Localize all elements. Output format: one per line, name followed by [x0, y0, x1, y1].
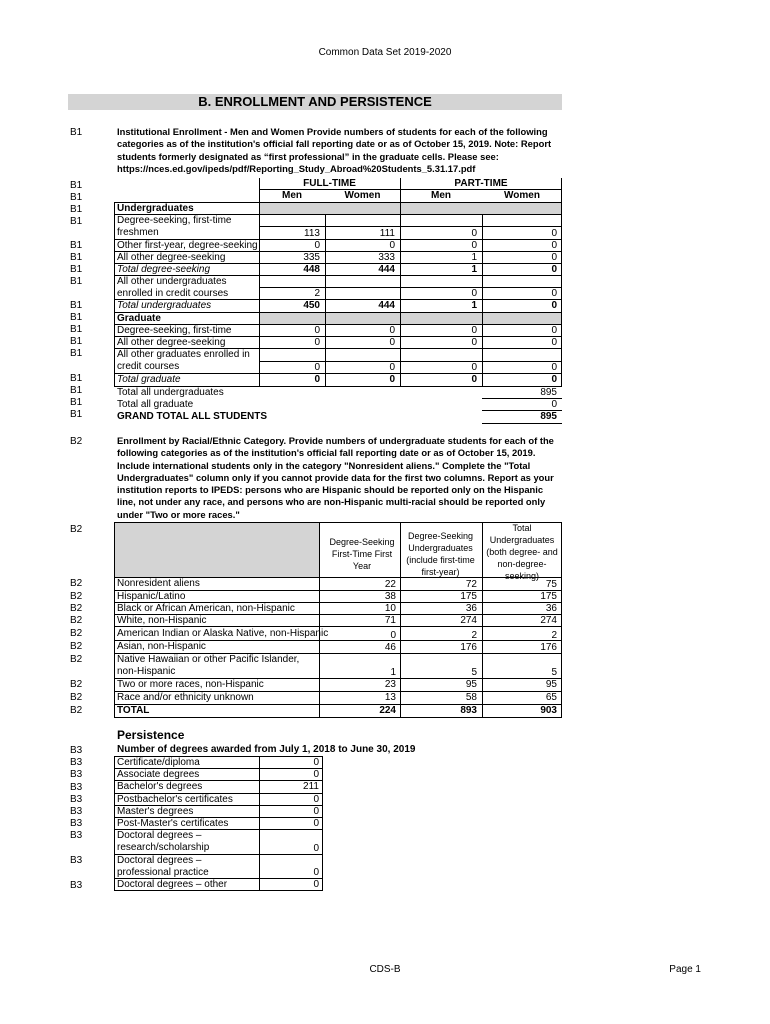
- row-label: Degree-seeking, first-time: [117, 325, 232, 336]
- cell: 111: [379, 228, 395, 239]
- cell: 175: [540, 591, 557, 602]
- row-code: B3: [70, 757, 83, 768]
- row-code: B2: [70, 628, 83, 639]
- col-header-men-ft: Men: [282, 190, 302, 201]
- b2-header-blank: [115, 523, 319, 577]
- col-header-men-pt: Men: [431, 190, 451, 201]
- cell: 0: [551, 300, 557, 311]
- degree-value: 0: [313, 818, 319, 829]
- degree-value: 211: [303, 781, 319, 792]
- footer-page: Page 1: [669, 964, 701, 975]
- cell: 0: [471, 288, 477, 299]
- cell: 0: [471, 374, 477, 385]
- row-code: B2: [70, 679, 83, 690]
- cell: 113: [304, 228, 320, 239]
- cell: 0: [389, 362, 395, 373]
- cell: 0: [551, 325, 557, 336]
- cell: 72: [465, 579, 477, 590]
- row-label: All other graduates enrolled in credit courses: [117, 349, 250, 372]
- row-label: All other degree-seeking: [117, 337, 226, 348]
- row-code: B3: [70, 855, 83, 866]
- cell: 176: [460, 642, 477, 653]
- row-code: B3: [70, 880, 83, 891]
- row-code: B2: [70, 591, 83, 602]
- cell: 0: [389, 337, 395, 348]
- row-label: TOTAL: [117, 705, 150, 716]
- degree-label: Master's degrees: [117, 806, 194, 817]
- degree-value: 0: [313, 769, 319, 780]
- cell: 95: [545, 679, 557, 690]
- cell: 0: [389, 325, 395, 336]
- cell: 0: [471, 325, 477, 336]
- cell: 0: [314, 337, 320, 348]
- row-label: Other first-year, degree-seeking: [117, 240, 258, 251]
- row-label: Hispanic/Latino: [117, 591, 186, 602]
- cell: 5: [471, 667, 477, 678]
- degree-value: 0: [313, 757, 319, 768]
- col-header: Degree-Seeking First-Time First Year: [329, 537, 395, 571]
- row-code: B2: [70, 692, 83, 703]
- row-label: Two or more races, non-Hispanic: [117, 679, 264, 690]
- row-code: B1: [70, 216, 83, 227]
- row-code: B3: [70, 769, 83, 780]
- total-label: Total all graduate: [117, 399, 194, 410]
- cell: 38: [384, 591, 396, 602]
- part-time-header: PART-TIME: [454, 178, 508, 189]
- cell: 444: [378, 264, 395, 275]
- footer-center: CDS-B: [369, 964, 401, 975]
- row-code: B3: [70, 830, 83, 841]
- cell: 448: [303, 264, 320, 275]
- row-code: B1: [70, 348, 83, 359]
- cell: 274: [540, 615, 557, 626]
- row-code: B2: [70, 654, 83, 665]
- row-label: American Indian or Alaska Native, non-Hispanic: [117, 628, 329, 639]
- row-label: Black or African American, non-Hispanic: [117, 603, 295, 614]
- cell: 893: [460, 705, 477, 716]
- row-code: B1: [70, 240, 83, 251]
- cell: 13: [384, 692, 396, 703]
- total-label: GRAND TOTAL ALL STUDENTS: [117, 411, 267, 422]
- cell: 0: [551, 288, 557, 299]
- cell: 36: [545, 603, 557, 614]
- row-code: B1: [70, 324, 83, 335]
- cell: 0: [551, 240, 557, 251]
- row-label: All other undergraduates enrolled in credit courses: [117, 276, 229, 299]
- row-code: B2: [70, 615, 83, 626]
- degree-label: Post-Master's certificates: [117, 818, 229, 829]
- b2-code: B2: [70, 436, 83, 447]
- degree-value: 0: [313, 843, 319, 854]
- row-code: B2: [70, 641, 83, 652]
- total-label: Total all undergraduates: [117, 387, 224, 398]
- cell: 0: [471, 337, 477, 348]
- cell: 65: [545, 692, 557, 703]
- cell: 0: [551, 374, 557, 385]
- cell: 333: [378, 252, 395, 263]
- col-header-women-ft: Women: [344, 190, 381, 201]
- row-code: B1: [70, 373, 83, 384]
- col-header-women-pt: Women: [504, 190, 540, 201]
- row-code: B1: [70, 252, 83, 263]
- cell: 0: [471, 228, 477, 239]
- cell: 224: [379, 705, 396, 716]
- cell: 0: [551, 252, 557, 263]
- cell: 0: [314, 374, 320, 385]
- row-label: Nonresident aliens: [117, 578, 200, 589]
- row-code: B3: [70, 794, 83, 805]
- cell: 450: [303, 300, 320, 311]
- row-label: Asian, non-Hispanic: [117, 641, 206, 652]
- cell: 0: [551, 362, 557, 373]
- undergrad-label: Undergraduates: [117, 203, 194, 214]
- total-value: 895: [540, 387, 557, 398]
- graduate-label: Graduate: [117, 313, 161, 324]
- degree-label: Bachelor's degrees: [117, 781, 203, 792]
- row-label: White, non-Hispanic: [117, 615, 207, 626]
- degree-value: 0: [313, 794, 319, 805]
- cell: 2: [471, 630, 477, 641]
- cell: 335: [303, 252, 320, 263]
- cell: 274: [460, 615, 477, 626]
- cell: 36: [465, 603, 477, 614]
- degree-label: Associate degrees: [117, 769, 200, 780]
- row-code: B1: [70, 276, 83, 287]
- cell: 75: [545, 579, 557, 590]
- cell: 71: [384, 615, 396, 626]
- cell: 10: [384, 603, 396, 614]
- row-code: B2: [70, 705, 83, 716]
- degree-label: Doctoral degrees – professional practice: [117, 855, 209, 878]
- row-label: Native Hawaiian or other Pacific Islander, non-Hispanic: [117, 654, 300, 677]
- cell: 46: [384, 642, 396, 653]
- cell: 0: [389, 240, 395, 251]
- cell: 58: [465, 692, 477, 703]
- persistence-title: Persistence: [117, 728, 185, 742]
- row-label: Degree-seeking, first-time freshmen: [117, 215, 232, 238]
- b2-intro: Enrollment by Racial/Ethnic Category. Provide numbers of undergraduate students for each of the following categories as of the institution's official fall reporting date or as of October 15, 2019. Include international students only in the category "Nonresident aliens." Complete the "Total Undergraduates" column only if you cannot provide data for the first two columns. Report as your institution reports to IPEDS: persons who are Hispanic should be reported only on the Hispanic line, not under any race, and persons who are non-Hispanic multi-racial should be reported only under "Two or more races.": [117, 435, 554, 520]
- cell: 95: [465, 679, 477, 690]
- total-value: 0: [551, 399, 557, 410]
- col-header: Degree-Seeking Undergraduates (include first-time first-year): [406, 531, 475, 577]
- row-code: B1: [70, 397, 83, 408]
- row-code: B3: [70, 745, 83, 756]
- degree-value: 0: [313, 867, 319, 878]
- degree-label: Certificate/diploma: [117, 757, 200, 768]
- row-code: B1: [70, 312, 83, 323]
- degree-label: Postbachelor's certificates: [117, 794, 233, 805]
- section-title: B. ENROLLMENT AND PERSISTENCE: [68, 94, 562, 110]
- full-time-header: FULL-TIME: [303, 178, 356, 189]
- row-label: Race and/or ethnicity unknown: [117, 692, 254, 703]
- row-code: B1: [70, 192, 83, 203]
- cell: 23: [384, 679, 396, 690]
- cell: 175: [460, 591, 477, 602]
- cell: 1: [471, 264, 477, 275]
- cell: 2: [314, 288, 320, 299]
- cell: 0: [314, 362, 320, 373]
- row-label: All other degree-seeking: [117, 252, 226, 263]
- cell: 0: [314, 240, 320, 251]
- col-header: Total Undergraduates (both degree- and non-degree-seeking): [486, 523, 558, 581]
- degree-value: 0: [313, 806, 319, 817]
- row-code: B3: [70, 806, 83, 817]
- cell: 5: [551, 667, 557, 678]
- row-code: B1: [70, 264, 83, 275]
- cell: 1: [471, 252, 477, 263]
- row-code: B2: [70, 603, 83, 614]
- row-label: Total graduate: [117, 374, 181, 385]
- row-code: B2: [70, 578, 83, 589]
- row-label: Total undergraduates: [117, 300, 212, 311]
- degree-label: Doctoral degrees – research/scholarship: [117, 830, 210, 853]
- b1-code: B1: [70, 127, 83, 138]
- cell: 0: [471, 240, 477, 251]
- row-code: B3: [70, 782, 83, 793]
- cell: 1: [471, 300, 477, 311]
- degree-value: 0: [313, 879, 319, 890]
- total-value: 895: [540, 411, 557, 422]
- degree-label: Doctoral degrees – other: [117, 879, 228, 890]
- row-code: B1: [70, 409, 83, 420]
- cell: 0: [390, 630, 396, 641]
- cell: 0: [471, 362, 477, 373]
- cell: 176: [540, 642, 557, 653]
- page-header: Common Data Set 2019-2020: [318, 47, 452, 58]
- cell: 903: [540, 705, 557, 716]
- row-code: B1: [70, 204, 83, 215]
- row-code: B1: [70, 336, 83, 347]
- cell: 0: [551, 264, 557, 275]
- cell: 22: [384, 579, 396, 590]
- b1-intro: Institutional Enrollment - Men and Women Provide numbers of students for each of the following categories as of the institution's official fall reporting date or as of October 15, 2019. Note: Report students formerly designated as “first professional” in the graduate cells. Please see: https://nces.ed.gov/ipeds/pdf/Reporting_Study_Abroad%20Students_5.31.17.pdf: [117, 126, 552, 174]
- cell: 444: [378, 300, 395, 311]
- row-code: B1: [70, 180, 83, 191]
- cell: 0: [389, 374, 395, 385]
- row-code: B1: [70, 385, 83, 396]
- cell: 0: [551, 337, 557, 348]
- row-code: B1: [70, 300, 83, 311]
- b3-intro: Number of degrees awarded from July 1, 2018 to June 30, 2019: [117, 744, 416, 755]
- row-code: B3: [70, 818, 83, 829]
- cell: 0: [551, 228, 557, 239]
- row-code: B2: [70, 524, 83, 535]
- cell: 0: [314, 325, 320, 336]
- cell: 2: [551, 630, 557, 641]
- cell: 1: [390, 667, 396, 678]
- row-label: Total degree-seeking: [117, 264, 211, 275]
